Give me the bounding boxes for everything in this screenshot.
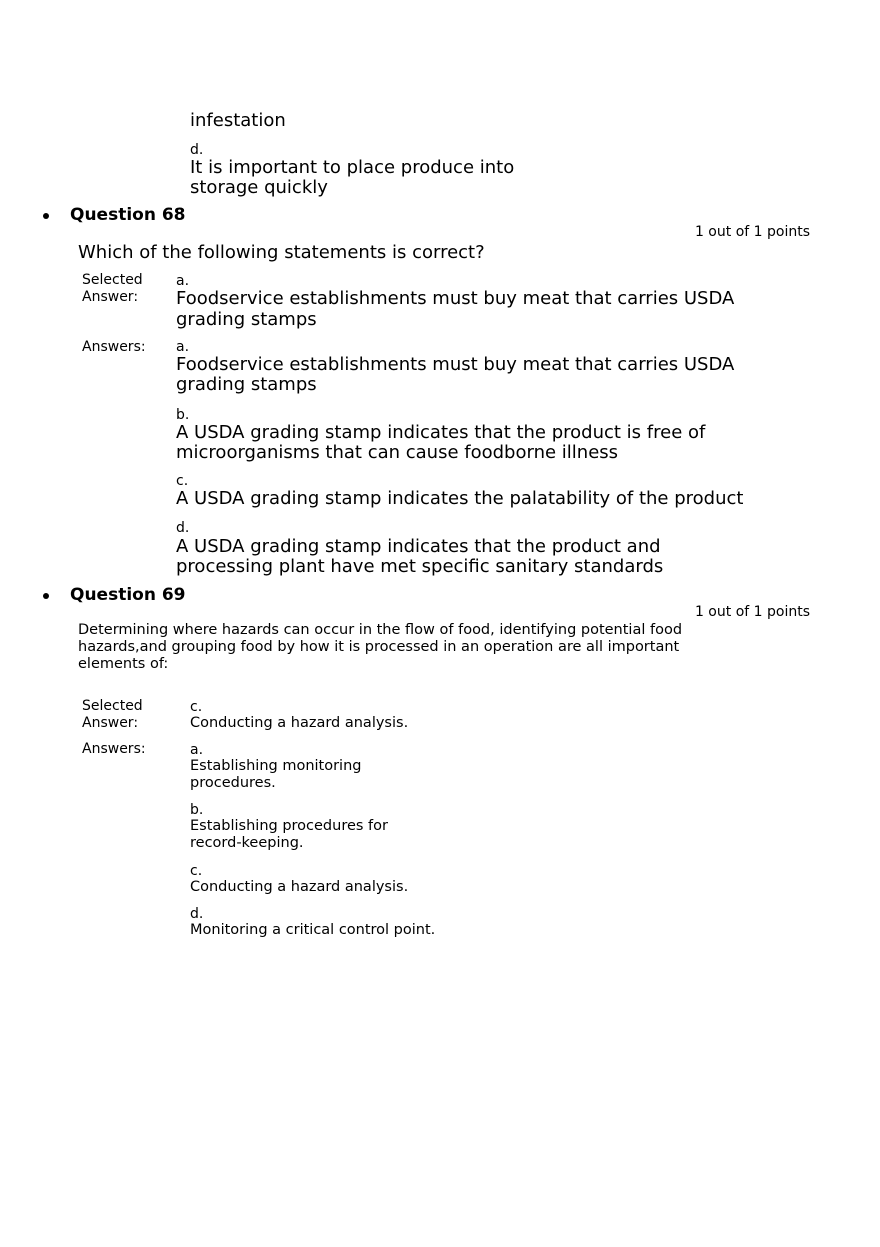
question-69-prompt-line2: hazards,and grouping food by how it is processed in an operation are all important [78, 639, 680, 655]
question-69-answer-d-line1: Monitoring a critical control point. [190, 922, 436, 938]
question-69-bullet [43, 593, 49, 599]
question-68-selected-line2: grading stamps [176, 309, 317, 330]
question-68-answer-b-line2: microorganisms that can cause foodborne illness [176, 442, 619, 463]
question-69-answer-b-line2: record-keeping. [190, 835, 304, 851]
question-68-answer-b-letter: b. [176, 407, 190, 423]
question-68-answer-d-letter: d. [176, 520, 190, 536]
question-68-answer-a-line1: Foodservice establishments must buy meat that carries USDA [176, 354, 735, 375]
question-68-answer-a-line2: grading stamps [176, 374, 317, 395]
question-68-answer-b-line1: A USDA grading stamp indicates that the product is free of [176, 422, 706, 443]
question-69-answer-d-letter: d. [190, 906, 204, 922]
question-69-answer-b-line1: Establishing procedures for [190, 818, 388, 834]
question-68-prompt: Which of the following statements is correct? [78, 242, 485, 263]
question-68-answer-a-letter: a. [176, 339, 190, 355]
question-69-selected-label-2: Answer: [82, 715, 139, 731]
question-69-points: 1 out of 1 points [694, 604, 810, 620]
question-68-answer-d-line1: A USDA grading stamp indicates that the product and [176, 536, 661, 557]
question-68-selected-line1: Foodservice establishments must buy meat that carries USDA [176, 288, 735, 309]
question-69-answer-b-letter: b. [190, 802, 204, 818]
previous-option-tail: infestation [190, 110, 286, 131]
previous-option-d-line1: It is important to place produce into [190, 157, 515, 178]
question-69-selected-line1: Conducting a hazard analysis. [190, 715, 409, 731]
question-68-title: Question 68 [70, 205, 186, 225]
previous-option-d-letter: d. [190, 142, 204, 158]
question-69-selected-letter: c. [190, 699, 203, 715]
question-69-answers-label: Answers: [82, 741, 146, 757]
question-69-answer-c-letter: c. [190, 863, 203, 879]
question-69-answer-a-line1: Establishing monitoring [190, 758, 362, 774]
question-68-answers-label: Answers: [82, 339, 146, 355]
question-68-answer-c-letter: c. [176, 473, 189, 489]
question-68-answer-c-line1: A USDA grading stamp indicates the palatability of the product [176, 488, 744, 509]
question-68-selected-letter: a. [176, 273, 190, 289]
question-68-selected-label-2: Answer: [82, 289, 139, 305]
question-68-bullet [43, 213, 49, 219]
question-69-answer-a-line2: procedures. [190, 775, 276, 791]
question-68-selected-label-1: Selected [82, 272, 143, 288]
question-69-answer-a-letter: a. [190, 742, 204, 758]
question-69-answer-c-line1: Conducting a hazard analysis. [190, 879, 409, 895]
question-69-prompt-line1: Determining where hazards can occur in the flow of food, identifying potential food [78, 622, 683, 638]
question-69-selected-label-1: Selected [82, 698, 143, 714]
question-68-answer-d-line2: processing plant have met specific sanitary standards [176, 556, 664, 577]
question-68-points: 1 out of 1 points [694, 224, 810, 240]
previous-option-d-line2: storage quickly [190, 177, 328, 198]
question-69-title: Question 69 [70, 585, 186, 605]
question-69-prompt-line3: elements of: [78, 656, 169, 672]
